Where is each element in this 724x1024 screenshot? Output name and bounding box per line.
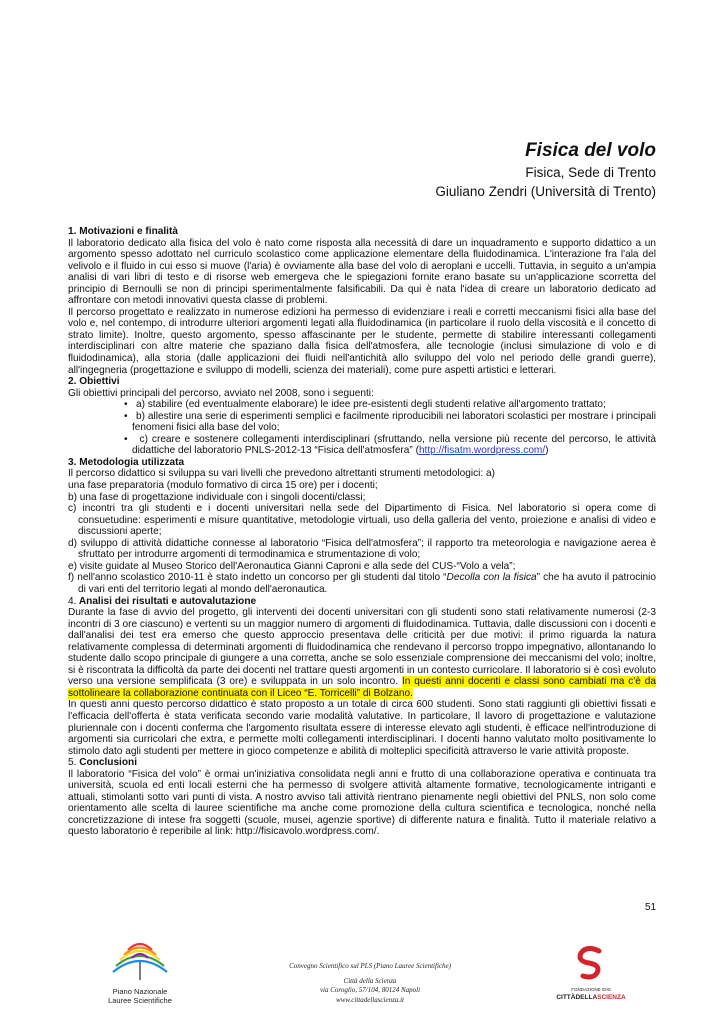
section-2-heading: 2. Obiettivi xyxy=(68,376,120,388)
section-4-paragraph-2: In questi anni questo percorso didattico è stato proposto a un totale di circa 600 studenti. Sono stati raggiunti gli obiettivi fissati e l'efficacia dell'offerta è stata verificata secondo varie modalità valutative. In particolare, Il lavoro di progettazione e valutazione pluriennale con i docenti conferma che l'argomento risultata essere di interesse elevato agli studenti, è efficace nell'introduzione di argomenti sia curricolari che extra, e permette molti collegamenti interdisciplinari. I docenti hanno valutato molto positivamente lo stimolo dato agli studenti per mettere in gioco competenze e abilità di molteplici specificità attraverso le varie attività proposte. xyxy=(68,699,656,757)
pnls-logo-icon xyxy=(110,940,170,980)
page-number: 51 xyxy=(645,902,657,913)
cds-small-text: FONDAZIONE IDIS xyxy=(571,987,611,992)
subtitle-author: Giuliano Zendri (Università di Trento) xyxy=(435,184,656,199)
section-2-intro: Gli obiettivi principali del percorso, avviato nel 2008, sono i seguenti: xyxy=(68,387,374,399)
subtitle-affiliation: Fisica, Sede di Trento xyxy=(525,165,656,180)
footer-website[interactable]: www.cittadellascienza.it xyxy=(336,995,404,1004)
pnls-logo-text xyxy=(100,987,180,1005)
section-5-number: 5. xyxy=(68,757,77,769)
section-4-number: 4. xyxy=(68,595,77,607)
footer xyxy=(270,962,470,1005)
fisatm-link[interactable]: http://fisatm.wordpress.com/ xyxy=(418,445,546,457)
objective-c-end: ) xyxy=(545,445,549,457)
section-1-paragraph-2: Il percorso progettato e realizzato in numerose edizioni ha permesso di evidenziare i reali e corretti meccanismi fisici alla base del volo e, nel contempo, di introdurre ulteriori argomenti legati alla fluidodinamica (in particolare il ruolo della viscosità e il concetto di strato limite). Inoltre, questo argomento, spesso affascinante per le studente, permette di stabilire interessanti collegamenti interdisciplinari con altre materie che spaziano dalla fisica dell'atmosfera, alle tecnologie (inclusi simulazione di volo e di fluidodinamica), alla storia (dalle applicazioni dei fluidi nell'antichità allo sviluppo del volo nel periodo delle grandi guerre), all'ingegneria (progettazione e sviluppo di modelli, scienza dei materiali), come pure aspetti artistici e letterari. xyxy=(68,306,656,376)
document-body xyxy=(68,226,656,838)
method-e: e) visite guidate al Museo Storico dell'Aeronautica Gianni Caproni e alla sede del CUS-“Volo a vela”; xyxy=(68,560,516,572)
bullet: • xyxy=(124,399,128,411)
footer-conference: Convegno Scientifico sul PLS (Piano Lauree Scientifiche) xyxy=(289,962,451,970)
method-c: c) incontri tra gli studenti e i docenti universitari nella sede del Dipartimento di Fisica. Nel laboratorio si opera come di consuetudine: esperimenti e misure quantitative, metodologie virtuali, uso della galleria del vento, proiezione e analisi di video e discussioni aperte; xyxy=(68,503,656,538)
cds-text-1: CITTÀ xyxy=(556,994,576,1001)
objective-a-text: a) stabilire (ed eventualmente elaborare) le idee pre-esistenti degli studenti relative all'argomento trattato; xyxy=(135,399,606,411)
section-4-paragraph-1 xyxy=(68,607,656,699)
bullet: • xyxy=(124,410,128,422)
section-3-intro: Il percorso didattico si sviluppa su vari livelli che prevedono altrettanti strumenti metodologici: a) xyxy=(68,468,495,480)
citta-della-scienza-logo xyxy=(556,945,626,1002)
method-d: d) sviluppo di attività didattiche connesse al laboratorio “Fisica dell'atmosfera”; il rapporto tra meteorologia e navigazione aerea è sfruttato per introdurre argomenti di termodinamica e strumentazione di volo; xyxy=(68,537,656,561)
section-5-heading xyxy=(68,757,656,769)
section-1-heading: 1. Motivazioni e finalità xyxy=(68,226,178,237)
section-4-title: Analisi dei risultati e autovalutazione xyxy=(78,595,257,607)
contest-title: Decolla con la fisica xyxy=(446,572,537,584)
page-title: Fisica del volo xyxy=(525,140,656,161)
section-5-title: Conclusioni xyxy=(79,757,137,769)
cds-text-2: DELLA xyxy=(575,994,598,1001)
method-f-pre: f) nell'anno scolastico 2010-11 è stato indetto un concorso per gli studenti dal titolo “ xyxy=(68,572,447,584)
citta-della-scienza-logo-icon xyxy=(571,945,611,981)
objective-a xyxy=(68,399,656,411)
method-a: una fase preparatoria (modulo formativo di circa 15 ore) per i docenti; xyxy=(68,480,378,492)
highlighted-sentence: In questi anni docenti e classi sono cambiati ma c'è da sottolineare la collaborazione continuata con il Liceo “E. Torricelli” di Bolzano. xyxy=(68,676,656,699)
cds-text-3: SCIENZA xyxy=(597,994,626,1001)
footer-venue: Città della Scienza xyxy=(343,976,397,985)
cds-logo-text xyxy=(556,986,626,1002)
method-f-post: ” che ha avuto il patrocinio di vari enti del territorio legati al mondo dell'aeronautica. xyxy=(78,572,657,595)
objective-b xyxy=(68,411,656,434)
pnls-logo xyxy=(100,940,180,1005)
objective-c xyxy=(68,434,656,457)
objective-b-text: b) allestire una serie di esperimenti semplici e facilmente riproducibili nei laboratori scolastici per mostrare i principali fenomeni fisici alla base del volo; xyxy=(132,410,656,434)
objective-c-text: c) creare e sostenere collegamenti interdisciplinari (sfruttando, nella versione più recente del percorso, le attività didattiche del laboratorio PNLS-2012-13 “Fisica dell'atmosfera” ( xyxy=(132,433,656,457)
bullet: • xyxy=(124,433,128,445)
section-4-paragraph-1-text: Durante la fase di avvio del progetto, gli interventi dei docenti universitari con gli studenti sono stati relativamente numerosi (2-3 incontri di 3 ore ciascuno) e vertenti su un maggior numero di argomenti di fluidodinamica. Tuttavia, dalle discussioni con i docenti e dall'analisi dei test era emerso che questo approccio presentava delle criticità per due motivi: il primo riguarda la natura relativamente complessa di determinati argomenti di fluidodinamica che rendevano il percorso troppo impegnativo, allontanando lo studente dallo scopo principale di giungere a una corretta, anche se solo essenziale comprensione dei meccanismi del volo; inoltre, si è riscontrata la difficoltà da parte dei docenti nel trattare questi argomenti in un contesto curricolare. Il laboratorio si è così evoluto verso una versione semplificata (3 ore) e sviluppata in un solo incontro. xyxy=(68,607,656,688)
section-4-heading xyxy=(68,596,656,608)
section-5-paragraph-1: Il laboratorio “Fisica del volo” è ormai un'iniziativa consolidata negli anni e frutto di una collaborazione operativa e continuata tra università, scuola ed enti locali esterni che ha permesso di svolgere attività altamente formative, tecnologicamente intriganti e attuali, stimolanti sotto vari punti di vista. A nostro avviso tali attività rientrano pienamente negli obiettivi del PNLS, non solo come orientamento alle scelta di lauree scientifiche ma anche come promozione della cultura scientifica e tecnologica, nonché nella concretizzazione di intese fra soggetti (scuole, musei, agenzie sportive) di differente natura e finalità. Tutto il materiale relativo a questo laboratorio è reperibile al link: http://fisicavolo.wordpress.com/. xyxy=(68,768,656,838)
method-b: b) una fase di progettazione individuale con i singoli docenti/classi; xyxy=(68,491,366,503)
method-f xyxy=(68,572,656,595)
pnls-line-2: Lauree Scientifiche xyxy=(108,996,172,1005)
section-1-paragraph-1: Il laboratorio dedicato alla fisica del volo è nato come risposta alla necessità di dare un inquadramento e supporto didattico a un argomento spesso adottato nel curriculo scolastico come applicazione elementare della fluidodinamica. L'interazione fra l'ala del velivolo e il fluido in cui esso si muove (l'aria) è ovviamente alla base del volo di aeroplani e uccelli. Tuttavia, in seguito a un'ampia analisi di vari libri di testo e di risorse web emergeva che le spiegazioni fornite erano basate su un'applicazione scorretta del principio di Bernoulli se non di principi sperimentalmente falsificabili. Da qui è nata l'idea di creare un laboratorio dedicato ad affrontare con metodi innovativi questa classe di problemi. xyxy=(68,237,656,307)
pnls-line-1: Piano Nazionale xyxy=(112,987,168,996)
document-header xyxy=(435,139,656,201)
footer-address: via Coroglio, 57/104, 80124 Napoli xyxy=(319,986,421,994)
section-3-heading: 3. Metodologia utilizzata xyxy=(68,456,185,468)
